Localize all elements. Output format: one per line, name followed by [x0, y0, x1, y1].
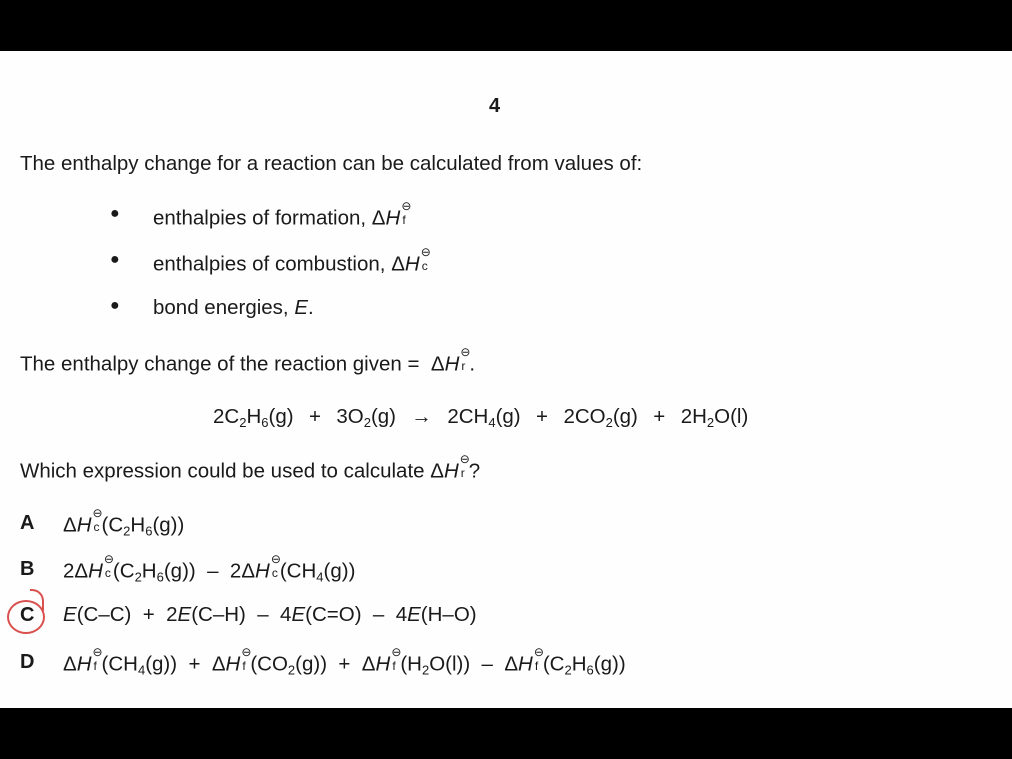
intro-text: The enthalpy change for a reaction can be calculated from values of: — [20, 152, 643, 175]
standard-state-icon: ⊖ — [391, 645, 402, 659]
given-statement: The enthalpy change of the reaction given = ΔH ⊖ r . — [20, 345, 476, 376]
delta-h-symbol: ΔH ⊖ r — [430, 345, 471, 376]
option-d-letter[interactable]: D — [20, 651, 35, 673]
standard-state-icon: ⊖ — [92, 506, 103, 520]
standard-state-icon: ⊖ — [420, 245, 431, 259]
standard-state-icon: ⊖ — [460, 345, 471, 359]
page-number: 4 — [489, 95, 501, 117]
delta-h-symbol: ΔH ⊖ r — [430, 452, 470, 483]
option-b-letter[interactable]: B — [20, 558, 35, 580]
option-a-letter[interactable]: A — [20, 512, 35, 534]
option-b-expression[interactable]: 2ΔH ⊖ c $(C_2H_6(g)) - 2\Delta H$ ⊖ c $(CH_4(g))$ — [63, 552, 356, 585]
question-text: Which expression could be used to calculate ΔH ⊖ r ? — [20, 452, 481, 483]
bullet-bond-energies: bond energies, E. — [153, 296, 314, 319]
option-c-expression[interactable]: E(C–C) + 2E(C–H) – 4E(C=O) – 4E(H–O) — [63, 603, 477, 626]
bullet-formation: enthalpies of formation, ΔH ⊖ f — [153, 199, 412, 230]
standard-state-icon: ⊖ — [241, 645, 252, 659]
standard-state-icon: ⊖ — [103, 552, 114, 566]
delta-h-symbol: ΔH ⊖ c — [391, 245, 431, 276]
bullet-combustion: enthalpies of combustion, ΔH ⊖ c — [153, 245, 431, 276]
option-a-expression[interactable]: ΔH ⊖ c $(C_2H_6(g))$ — [63, 506, 185, 539]
standard-state-icon: ⊖ — [459, 452, 470, 466]
bullet-icon: ● — [110, 251, 120, 268]
exam-page — [0, 51, 1012, 708]
standard-state-icon: ⊖ — [401, 199, 412, 213]
standard-state-icon: ⊖ — [92, 645, 103, 659]
bullet-icon: ● — [110, 297, 120, 314]
standard-state-icon: ⊖ — [270, 552, 281, 566]
chemical-equation: $2C_2H_6(g) + 3O_2(g) \to 2CH_4(g) + 2CO_2(g) + 2H_2O(l)$ — [213, 405, 749, 430]
option-d-expression[interactable]: ΔH ⊖ f $(CH_4(g)) + \Delta H$ ⊖ f $(CO_2(g)) + \Delta H$ ⊖ f $(H_2O(l))$ – ΔH ⊖ f $(C_2H_6(g))$ — [63, 645, 626, 678]
bullet-icon: ● — [110, 205, 120, 222]
option-c-letter[interactable]: C — [20, 604, 35, 626]
arrow-icon: → — [411, 405, 432, 428]
delta-h-symbol: ΔH ⊖ f — [371, 199, 412, 230]
standard-state-icon: ⊖ — [533, 645, 544, 659]
